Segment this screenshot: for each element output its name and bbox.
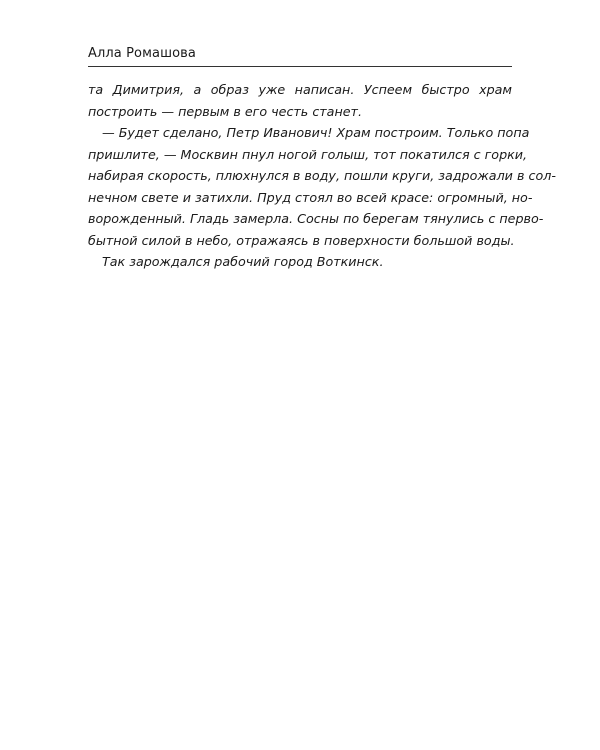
body-text	[88, 79, 556, 273]
paragraph	[88, 122, 556, 251]
running-header	[88, 44, 512, 67]
text-line: — Будет сделано, Петр Иванович! Храм построим. Только попа	[102, 125, 530, 140]
text-line: ворожденный. Гладь замерла. Сосны по берегам тянулись с перво-	[88, 211, 544, 226]
text-line: та Димитрия, а образ уже написан. Успеем быстро храм	[88, 82, 512, 97]
text-line: построить — первым в его честь станет.	[88, 103, 362, 119]
author-name: Алла Ромашова	[88, 46, 196, 61]
text-line: набирая скорость, плюхнулся в воду, пошли круги, задрожали в сол-	[88, 168, 556, 183]
text-line: пришлите, — Москвин пнул ногой голыш, тот покатился с горки,	[88, 146, 528, 162]
text-line: Так зарождался рабочий город Воткинск.	[102, 254, 384, 269]
paragraph	[88, 251, 512, 273]
paragraph	[88, 79, 512, 122]
text-line: нечном свете и затихли. Пруд стоял во всей красе: огромный, но-	[88, 189, 533, 205]
text-line: бытной силой в небо, отражаясь в поверхности большой воды.	[88, 232, 515, 248]
